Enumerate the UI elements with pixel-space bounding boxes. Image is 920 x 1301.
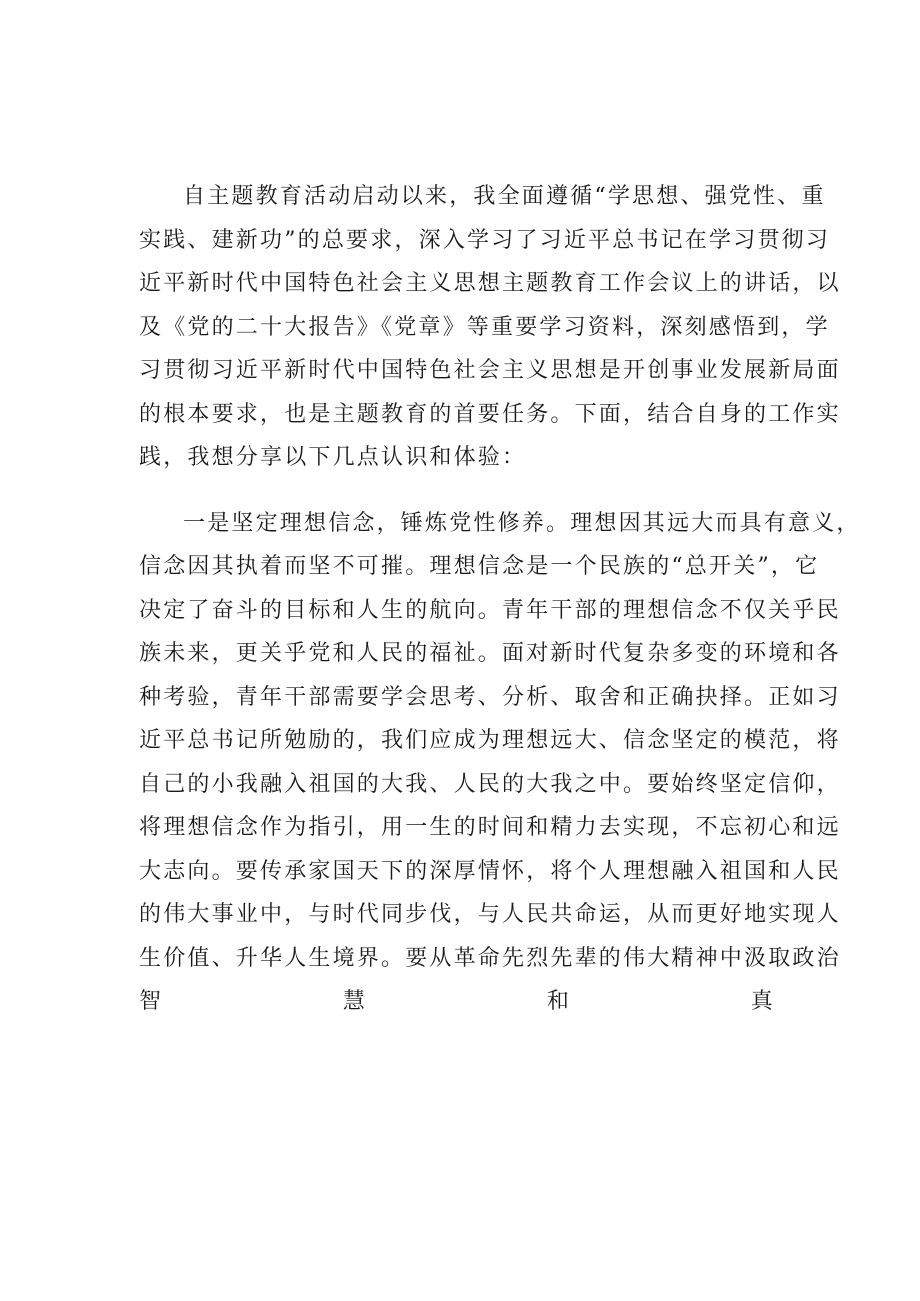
text-line: 生价值、升华人生境界。要从革命先烈先辈的伟大精神中汲取政治: [139, 945, 841, 971]
text-line: 将理想信念作为指引，用一生的时间和精力去实现，不忘初心和远: [139, 815, 841, 840]
text-line: 大志向。要传承家国天下的深厚情怀，将个人理想融入祖国和人民: [139, 858, 841, 884]
paragraph-intro: [139, 175, 841, 480]
text-line: 的根本要求，也是主题教育的首要任务。下面，结合自身的工作实: [139, 401, 841, 427]
text-line: 信念因其执着而坚不可摧。理想信念是一个民族的“总开关”，它: [139, 554, 820, 579]
text-line: 种考验，青年干部需要学会思考、分析、取舍和正确抉择。正如习: [139, 684, 841, 710]
text-line: 践，我想分享以下几点认识和体验：: [139, 445, 527, 470]
text-line: 的伟大事业中，与时代同步伐，与人民共命运，从而更好地实现人: [139, 902, 841, 927]
text-line: 及《党的二十大报告》《党章》等重要学习资料，深刻感悟到，学: [139, 314, 830, 340]
text-line: 近平新时代中国特色社会主义思想主题教育工作会议上的讲话，以: [139, 271, 841, 296]
document-body: [139, 175, 861, 1067]
text-line: 族未来，更关乎党和人民的福祉。面对新时代复杂多变的环境和各: [139, 641, 841, 666]
text-line: [139, 1024, 775, 1068]
text-line: 决定了奋斗的目标和人生的航向。青年干部的理想信念不仅关乎民: [139, 597, 841, 623]
text-line: 实践、建新功”的总要求，深入学习了习近平总书记在学习贯彻习: [139, 227, 831, 253]
text-line: 近平总书记所勉励的，我们应成为理想远大、信念坚定的模范，将: [139, 728, 841, 753]
paragraph-point-one: [139, 502, 861, 1068]
text-line: 自己的小我融入祖国的大我、人民的大我之中。要始终坚定信仰，: [139, 771, 841, 797]
text-line: 智慧和真: [139, 989, 775, 1014]
text-line: 一是坚定理想信念，锤炼党性修养。理想因其远大而具有意义，: [183, 510, 861, 536]
text-line: 自主题教育活动启动以来，我全面遵循“学思想、强党性、重: [183, 184, 826, 209]
text-line: 习贯彻习近平新时代中国特色社会主义思想是开创事业发展新局面: [139, 358, 841, 383]
paragraph-spacer: [139, 480, 775, 502]
